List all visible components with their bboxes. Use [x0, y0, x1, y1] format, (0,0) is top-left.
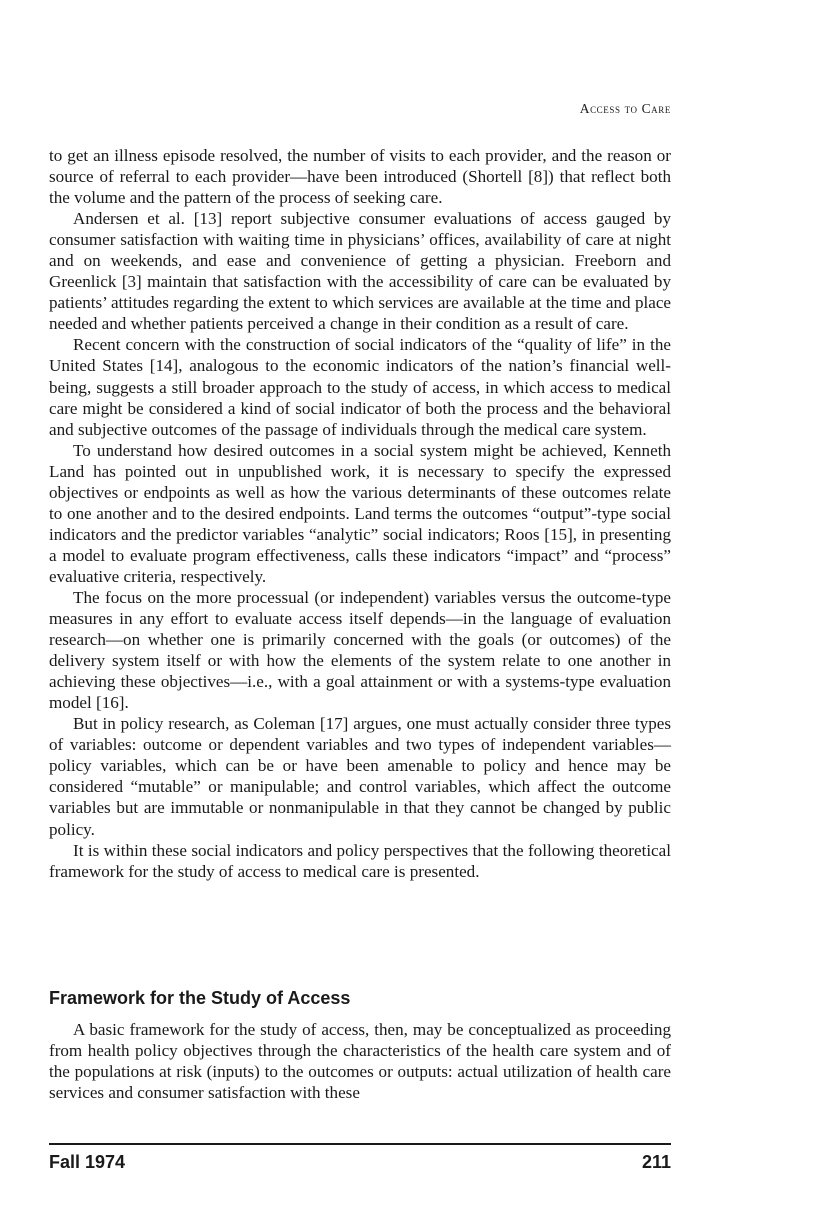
paragraph: A basic framework for the study of access, then, may be conceptualized as proceeding from health policy objectives through the characteristics of the health care system and of the populations at risk (inputs) to the outcomes or outputs: actual utilization of health care services and consumer satisfaction with these	[49, 1020, 671, 1103]
issue-label: Fall 1974	[49, 1152, 126, 1172]
paragraph: But in policy research, as Coleman [17] argues, one must actually consider three types of variables: outcome or dependent variables and two types of independent variables—policy variables, which can be or have been amenable to policy and hence may be considered “mutable” or manipulable; and control variables, which affect the outcome variables but are immutable or nonmanipulable in that they cannot be changed by public policy.	[49, 714, 671, 839]
footer-divider	[49, 1143, 671, 1145]
paragraph: It is within these social indicators and policy perspectives that the following theoretical framework for the study of access to medical care is presented.	[49, 840, 671, 881]
section-heading: Framework for the Study of Access	[49, 988, 351, 1008]
section-text	[49, 1019, 671, 1103]
paragraph: Recent concern with the construction of social indicators of the “quality of life” in the United States [14], analogous to the economic indicators of the nation’s financial well-being, suggests a still broader approach to the study of access, in which access to medical care might be considered a kind of social indicator of both the process and the behavioral and subjective outcomes of the passage of individuals through the medical care system.	[49, 335, 671, 439]
running-head: Access to Care	[579, 101, 671, 116]
paragraph: to get an illness episode resolved, the number of visits to each provider, and the reason or source of referral to each provider—have been introduced (Shortell [8]) that reflect both the volume and the pattern of the process of seeking care.	[49, 146, 671, 208]
paragraph: The focus on the more processual (or independent) variables versus the outcome-type measures in any effort to evaluate access itself depends—in the language of evaluation research—on whether one is primarily concerned with the goals (or outcomes) of the delivery system itself or with how the elements of the system relate to one another in achieving these objectives—i.e., with a goal attainment or with a systems-type evaluation model [16].	[49, 587, 671, 713]
body-text	[49, 145, 671, 882]
paragraph: To understand how desired outcomes in a social system might be achieved, Kenneth Land has pointed out in unpublished work, it is necessary to specify the expressed objectives or endpoints as well as how the various determinants of these outcomes relate to one another and to the desired endpoints. Land terms the outcomes “output”-type social indicators and the predictor variables “analytic” social indicators; Roos [15], in presenting a model to evaluate program effectiveness, calls these indicators “impact” and “process” evaluative criteria, respectively.	[49, 440, 671, 586]
paragraph: Andersen et al. [13] report subjective consumer evaluations of access gauged by consumer satisfaction with waiting time in physicians’ offices, availability of care at night and on weekends, and ease and convenience of getting a physician. Freeborn and Greenlick [3] maintain that satisfaction with the accessibility of care can be evaluated by patients’ attitudes regarding the extent to which services are available at the time and place needed and whether patients perceived a change in their condition as a result of care.	[49, 209, 671, 334]
page-number: 211	[641, 1152, 671, 1172]
